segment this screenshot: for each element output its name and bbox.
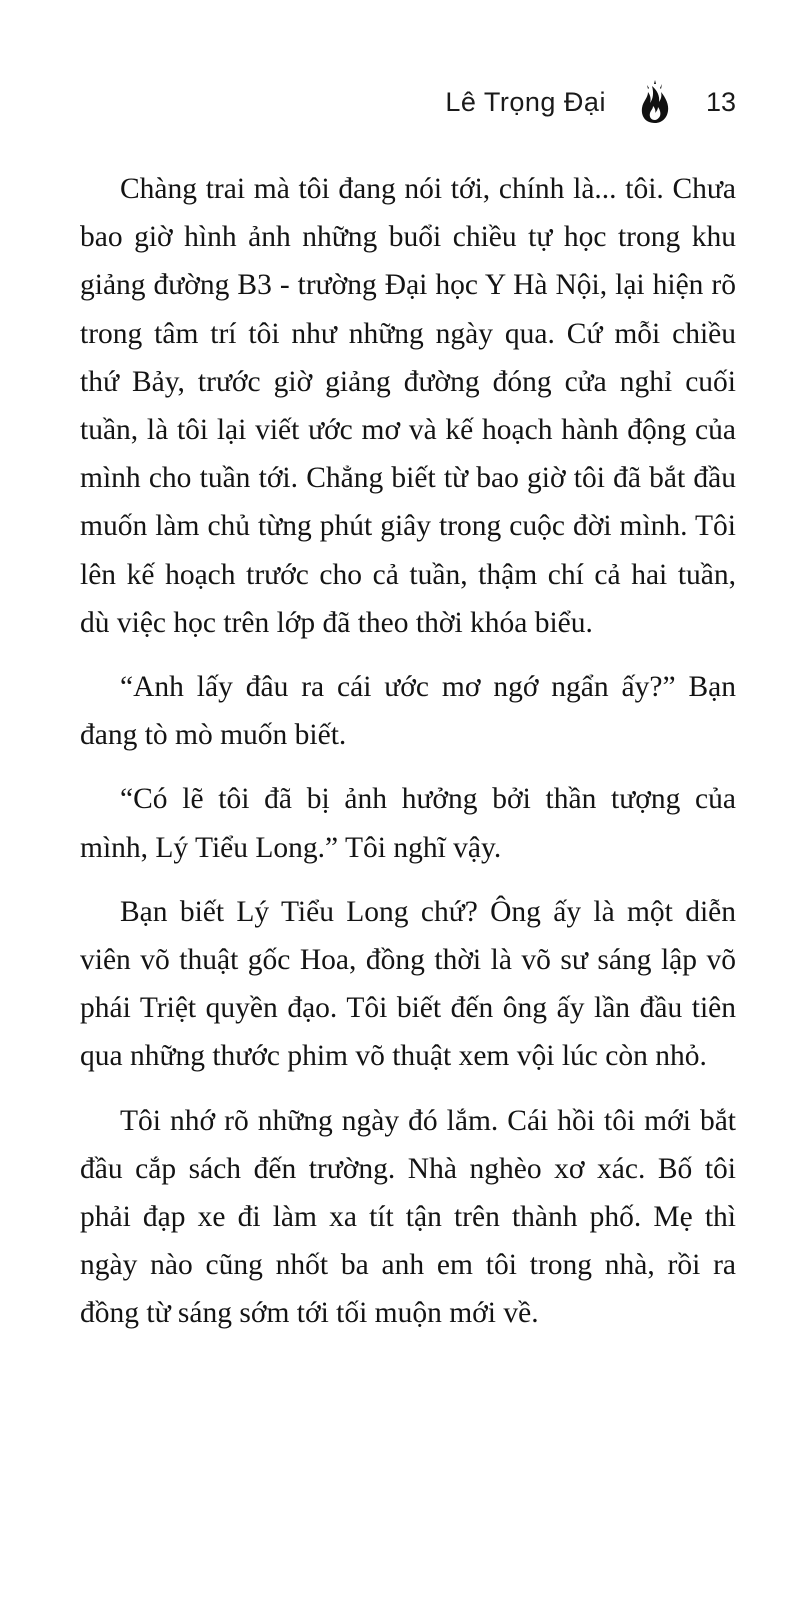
paragraph: Bạn biết Lý Tiểu Long chứ? Ông ấy là một diễn viên võ thuật gốc Hoa, đồng thời là võ sư sáng lập võ phái Triệt quyền đạo. Tôi biết đến ông ấy lần đầu tiên qua những thước phim võ thuật xem vội lúc còn nhỏ. (80, 895, 736, 1073)
paragraph: Chàng trai mà tôi đang nói tới, chính là... tôi. Chưa bao giờ hình ảnh những buổi chiều tự học trong khu giảng đường B3 - trường Đại học Y Hà Nội, lại hiện rõ trong tâm trí tôi như những ngày qua. Cứ mỗi chiều thứ Bảy, trước giờ giảng đường đóng cửa nghỉ cuối tuần, là tôi lại viết ước mơ và kế hoạch hành động của mình cho tuần tới. Chẳng biết từ bao giờ tôi đã bắt đầu muốn làm chủ từng phút giây trong cuộc đời mình. Tôi lên kế hoạch trước cho cả tuần, thậm chí cả hai tuần, dù việc học trên lớp đã theo thời khóa biểu. (80, 173, 736, 639)
author-name: Lê Trọng Đại (445, 86, 606, 117)
paragraph: “Có lẽ tôi đã bị ảnh hưởng bởi thần tượng của mình, Lý Tiểu Long.” Tôi nghĩ vậy. (80, 783, 736, 864)
paragraph: “Anh lấy đâu ra cái ước mơ ngớ ngẩn ấy?” Bạn đang tò mò muốn biết. (80, 671, 736, 752)
page-number: 13 (705, 86, 736, 117)
paragraph: Tôi nhớ rõ những ngày đó lắm. Cái hồi tôi mới bắt đầu cắp sách đến trường. Nhà nghèo xơ xác. Bố tôi phải đạp xe đi làm xa tít tận trên thành phố. Mẹ thì ngày nào cũng nhốt ba anh em tôi trong nhà, rồi ra đồng từ sáng sớm tới tối muộn mới về. (80, 1104, 736, 1330)
flame-icon (640, 80, 670, 124)
body-text (80, 165, 736, 1354)
running-header (445, 80, 736, 124)
